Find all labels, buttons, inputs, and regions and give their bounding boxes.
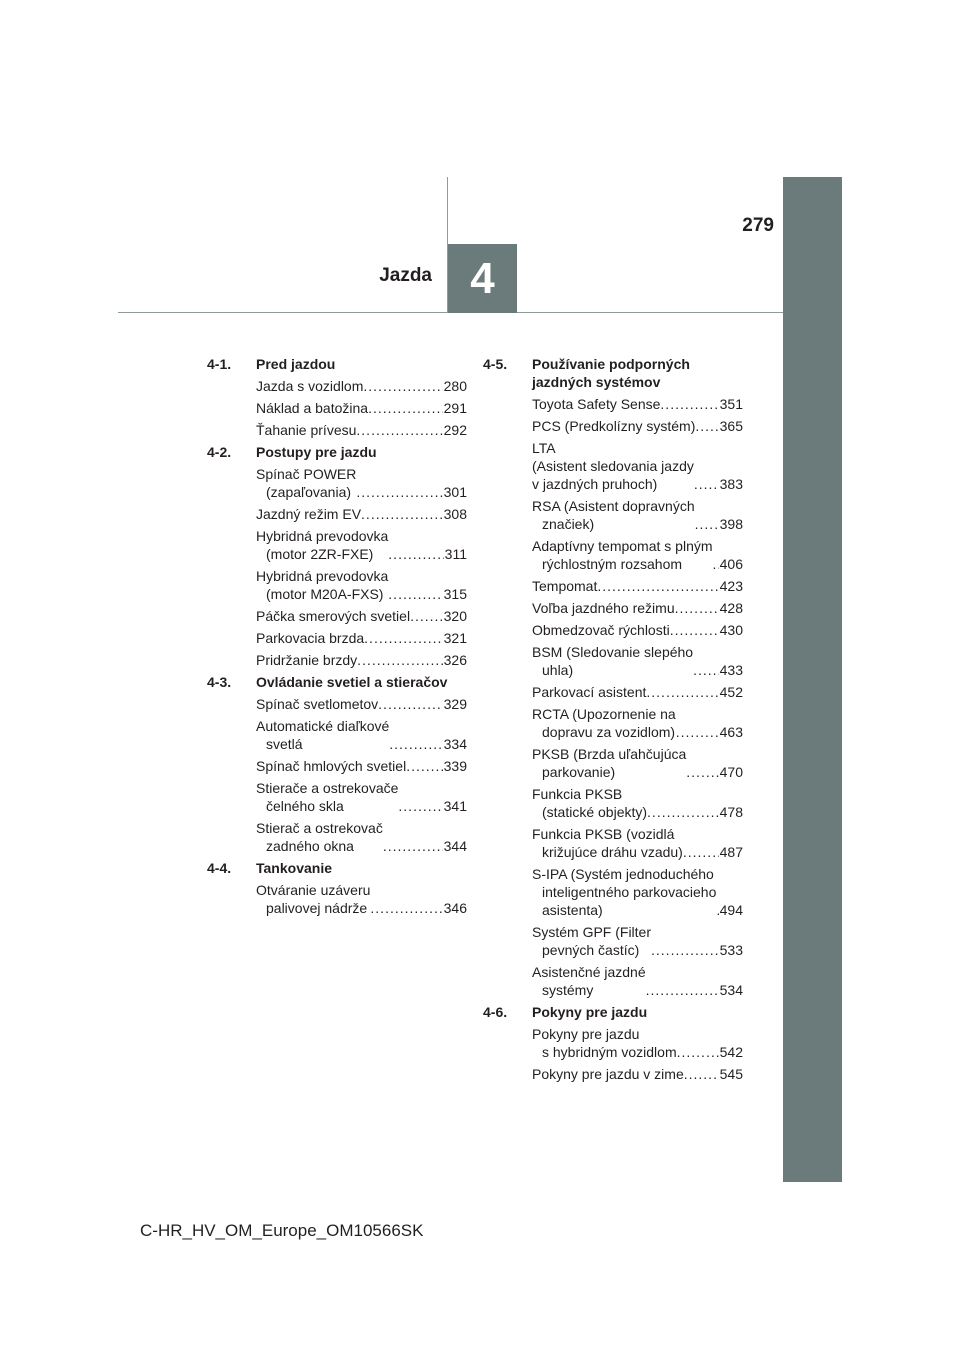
entry-page-number: 339 [443, 758, 467, 774]
entry-page-number: 292 [443, 422, 467, 438]
section-heading[interactable] [207, 355, 467, 373]
dot-leader [383, 837, 443, 855]
footer-document-code: C-HR_HV_OM_Europe_OM10566SK [140, 1221, 424, 1240]
entry-label [532, 643, 693, 679]
entry-label-line: čelného skla [266, 798, 344, 814]
entry-label [256, 399, 368, 417]
entry-label [256, 377, 363, 395]
entry-page-number: 542 [719, 1044, 743, 1060]
dot-leader [683, 843, 719, 861]
entry-label-line: Stierače a ostrekovače [256, 780, 399, 796]
toc-entry[interactable] [532, 963, 743, 999]
toc-entry[interactable] [532, 1025, 743, 1061]
entry-label [256, 629, 364, 647]
entry-label-line: (zapaľovania) [266, 484, 352, 500]
toc-entry[interactable] [256, 465, 467, 501]
entry-label [256, 779, 398, 815]
toc-section [207, 355, 467, 439]
entry-label-line: Stierač a ostrekovač [256, 820, 383, 836]
entry-label [532, 417, 695, 435]
section-heading[interactable] [483, 1003, 743, 1021]
entry-label [532, 785, 647, 821]
entry-label [532, 577, 597, 595]
entry-page-number: 470 [719, 764, 743, 780]
dot-leader [686, 763, 718, 781]
entry-label-line: Hybridná prevodovka [256, 568, 389, 584]
toc-entry[interactable] [532, 497, 743, 533]
entry-page-number: 545 [719, 1066, 743, 1082]
chapter-side-tab [783, 177, 842, 1182]
entry-label-line: BSM (Sledovanie slepého [532, 644, 694, 660]
entry-label [256, 819, 383, 855]
toc-entry[interactable] [256, 629, 467, 647]
toc-entry[interactable] [532, 439, 743, 493]
entry-label-line: Parkovacia brzda [256, 630, 365, 646]
entry-label [532, 745, 686, 781]
entry-label-line: rýchlostným rozsahom [542, 556, 683, 572]
entry-label [256, 695, 378, 713]
entry-label-line: (Asistent sledovania jazdy [532, 458, 694, 474]
toc-entry[interactable] [256, 695, 467, 713]
dot-leader [356, 483, 442, 501]
dot-leader [597, 577, 718, 595]
entry-page-number: 329 [443, 696, 467, 712]
section-title: Pred jazdou [256, 356, 336, 372]
dot-leader [378, 695, 442, 713]
toc-entry[interactable] [256, 399, 467, 417]
entry-label-line: Automatické diaľkové [256, 718, 390, 734]
dot-leader [647, 803, 719, 821]
dot-leader [410, 607, 443, 625]
section-heading[interactable] [207, 859, 467, 877]
dot-leader [389, 735, 442, 753]
dot-leader [651, 941, 719, 959]
dot-leader [695, 417, 718, 435]
toc-entry[interactable] [532, 621, 743, 639]
entry-page-number: 311 [444, 546, 467, 562]
entry-page-number: 478 [719, 804, 743, 820]
entry-label [532, 599, 675, 617]
entry-label-line: Jazdný režim EV [256, 506, 362, 522]
toc-section [483, 1003, 743, 1083]
toc-entry[interactable] [532, 577, 743, 595]
entry-label [532, 621, 670, 639]
dot-leader [684, 1065, 719, 1083]
entry-label-line: parkovanie) [542, 764, 616, 780]
entry-label-line: Ťahanie prívesu [256, 422, 357, 438]
entry-label [256, 757, 406, 775]
dot-leader [363, 377, 442, 395]
entry-label [532, 825, 683, 861]
chapter-number-box: 4 [448, 244, 517, 313]
entry-label-line: Spínač hmlových svetiel [256, 758, 407, 774]
entry-label-line: systémy [542, 982, 594, 998]
entry-label-line: pevných častíc) [542, 942, 640, 958]
toc-entry[interactable] [532, 923, 743, 959]
entry-label-line: križujúce dráhu vzadu) [542, 844, 683, 860]
entry-page-number: 334 [443, 736, 467, 752]
toc-entry[interactable] [256, 527, 467, 563]
entry-label-line: (motor M20A-FXS) [266, 586, 384, 602]
entry-label-line: Obmedzovač rýchlosti [532, 622, 670, 638]
entry-label-line: dopravu za vozidlom) [542, 724, 676, 740]
entry-label [532, 537, 713, 573]
entry-label [532, 395, 660, 413]
entry-label-line: Náklad a batožina [256, 400, 369, 416]
entry-label [532, 1025, 677, 1061]
entry-label-line: zadného okna [266, 838, 354, 854]
section-title: Tankovanie [256, 860, 332, 876]
entry-label-line: inteligentného parkovacieho [542, 884, 717, 900]
entry-page-number: 463 [719, 724, 743, 740]
entry-page-number: 494 [719, 902, 743, 918]
entry-label [532, 497, 695, 533]
entry-page-number: 433 [719, 662, 743, 678]
entry-label-line: LTA [532, 440, 556, 456]
entry-page-number: 341 [443, 798, 467, 814]
toc-section [207, 443, 467, 669]
dot-leader [677, 1043, 719, 1061]
toc-entry[interactable] [532, 865, 743, 919]
entry-label-line: Páčka smerových svetiel [256, 608, 411, 624]
section-heading[interactable] [207, 673, 467, 691]
entry-label-line: Asistenčné jazdné [532, 964, 646, 980]
entry-label-line: Parkovací asistent [532, 684, 647, 700]
section-title: Ovládanie svetiel a stieračov [256, 674, 448, 690]
entry-label-line: RSA (Asistent dopravných [532, 498, 695, 514]
dot-leader [388, 585, 442, 603]
dot-leader [361, 505, 443, 523]
entry-page-number: 430 [719, 622, 743, 638]
entry-label [256, 717, 389, 753]
entry-label [256, 527, 388, 563]
entry-label [532, 865, 716, 919]
section-number: 4-2. [207, 444, 232, 460]
toc-column-right [483, 355, 743, 1087]
entry-label-line: palivovej nádrže [266, 900, 368, 916]
entry-label [256, 607, 410, 625]
entry-label-line: asistenta) [542, 902, 603, 918]
entry-label [256, 421, 356, 439]
toc-entry[interactable] [256, 881, 467, 917]
entry-label-line: Hybridná prevodovka [256, 528, 389, 544]
section-title: Pokyny pre jazdu [532, 1004, 648, 1020]
section-number: 4-6. [483, 1004, 508, 1020]
entry-page-number: 534 [719, 982, 743, 998]
toc-entry[interactable] [532, 705, 743, 741]
dot-leader [406, 757, 442, 775]
entry-page-number: 406 [719, 556, 743, 572]
entry-label-line: (statické objekty) [542, 804, 648, 820]
entry-page-number: 351 [719, 396, 743, 412]
dot-leader [364, 629, 442, 647]
toc-entry[interactable] [532, 785, 743, 821]
entry-label [532, 705, 676, 741]
entry-label [256, 651, 357, 669]
dot-leader [646, 683, 718, 701]
entry-label-line: Toyota Safety Sense [532, 396, 661, 412]
section-number: 4-3. [207, 674, 232, 690]
entry-label-line: RCTA (Upozornenie na [532, 706, 676, 722]
dot-leader [388, 545, 443, 563]
entry-label [256, 465, 356, 501]
entry-label-line: Adaptívny tempomat s plným [532, 538, 713, 554]
toc-entry[interactable] [532, 683, 743, 701]
entry-label [532, 923, 651, 959]
toc-entry[interactable] [532, 825, 743, 861]
section-heading[interactable] [207, 443, 467, 461]
entry-label-line: uhla) [542, 662, 574, 678]
entry-label [532, 1065, 684, 1083]
toc-entry[interactable] [532, 417, 743, 435]
entry-label-line: s hybridným vozidlom [542, 1044, 677, 1060]
entry-page-number: 398 [719, 516, 743, 532]
dot-leader [646, 981, 719, 999]
entry-page-number: 320 [443, 608, 467, 624]
dot-leader [670, 621, 719, 639]
entry-page-number: 487 [719, 844, 743, 860]
toc-entry[interactable] [256, 757, 467, 775]
entry-label [256, 505, 361, 523]
toc-entry[interactable] [532, 395, 743, 413]
entry-label-line: Funkcia PKSB [532, 786, 623, 802]
toc-entry[interactable] [256, 567, 467, 603]
entry-label-line: Jazda s vozidlom [256, 378, 364, 394]
entry-page-number: 344 [443, 838, 467, 854]
dot-leader [694, 475, 719, 493]
entry-page-number: 308 [443, 506, 467, 522]
entry-label-line: PKSB (Brzda uľahčujúca [532, 746, 687, 762]
page-number: 279 [742, 215, 774, 236]
entry-label-line: značiek) [542, 516, 595, 532]
entry-label [532, 683, 646, 701]
section-number: 4-5. [483, 356, 508, 372]
section-number: 4-1. [207, 356, 232, 372]
entry-page-number: 533 [719, 942, 743, 958]
entry-label-line: PCS (Predkolízny systém) [532, 418, 696, 434]
dot-leader [660, 395, 718, 413]
toc-entry[interactable] [532, 599, 743, 617]
dot-leader [693, 661, 719, 679]
entry-label-line: Funkcia PKSB (vozidlá [532, 826, 675, 842]
entry-page-number: 365 [719, 418, 743, 434]
entry-label-line: svetlá [266, 736, 303, 752]
entry-label-line: Pokyny pre jazdu v zime [532, 1066, 684, 1082]
toc-entry[interactable] [256, 819, 467, 855]
toc-column-left [207, 355, 467, 921]
section-title: Postupy pre jazdu [256, 444, 377, 460]
toc-entry[interactable] [532, 643, 743, 679]
entry-label-line: S-IPA (Systém jednoduchého [532, 866, 714, 882]
entry-label-line: Spínač POWER [256, 466, 357, 482]
toc-section [207, 673, 467, 855]
toc-entry[interactable] [532, 1065, 743, 1083]
entry-label-line: Systém GPF (Filter [532, 924, 652, 940]
entry-label-line: Otváranie uzáveru [256, 882, 371, 898]
chapter-title: Jazda [379, 265, 432, 286]
toc-entry[interactable] [256, 505, 467, 523]
dot-leader [357, 651, 442, 669]
entry-label-line: (motor 2ZR-FXE) [266, 546, 374, 562]
toc-entry[interactable] [256, 717, 467, 753]
entry-label-line: Pokyny pre jazdu [532, 1026, 640, 1042]
entry-page-number: 428 [719, 600, 743, 616]
toc-section [483, 355, 743, 999]
entry-page-number: 326 [443, 652, 467, 668]
dot-leader [675, 599, 719, 617]
entry-page-number: 321 [443, 630, 467, 646]
entry-label [532, 439, 694, 493]
toc-entry[interactable] [532, 537, 743, 573]
dot-leader [356, 421, 442, 439]
toc-entry[interactable] [256, 377, 467, 395]
section-heading[interactable] [483, 355, 743, 391]
section-title: Používanie podporných jazdných systémov [532, 356, 690, 390]
entry-page-number: 383 [719, 476, 743, 492]
entry-label-line: Pridržanie brzdy [256, 652, 358, 668]
entry-page-number: 423 [719, 578, 743, 594]
toc-entry[interactable] [532, 745, 743, 781]
entry-label-line: Spínač svetlometov [256, 696, 379, 712]
section-number: 4-4. [207, 860, 232, 876]
toc-section [207, 859, 467, 917]
toc-entry[interactable] [256, 651, 467, 669]
entry-page-number: 346 [443, 900, 467, 916]
dot-leader [695, 515, 719, 533]
entry-label-line: Voľba jazdného režimu [532, 600, 675, 616]
entry-page-number: 301 [443, 484, 467, 500]
dot-leader [370, 899, 442, 917]
entry-page-number: 452 [719, 684, 743, 700]
toc-entry[interactable] [256, 779, 467, 815]
dot-leader [398, 797, 442, 815]
entry-label [256, 567, 388, 603]
toc-entry[interactable] [256, 421, 467, 439]
entry-page-number: 291 [443, 400, 467, 416]
dot-leader [368, 399, 443, 417]
entry-label-line: Tempomat [532, 578, 598, 594]
entry-label [256, 881, 370, 917]
entry-label-line: v jazdných pruhoch) [532, 476, 658, 492]
dot-leader [676, 723, 719, 741]
entry-page-number: 280 [443, 378, 467, 394]
entry-label [532, 963, 646, 999]
entry-page-number: 315 [443, 586, 467, 602]
toc-entry[interactable] [256, 607, 467, 625]
